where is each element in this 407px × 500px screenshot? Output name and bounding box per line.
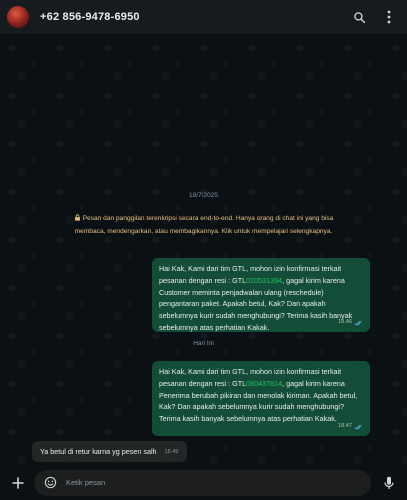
- chat-area[interactable]: [0, 34, 407, 465]
- read-ticks-icon: [354, 320, 364, 326]
- today-separator: Hari Ini: [193, 340, 214, 347]
- emoji-icon[interactable]: [42, 475, 58, 491]
- message-incoming[interactable]: [32, 441, 187, 462]
- message-meta: [338, 421, 364, 433]
- message-outgoing[interactable]: [152, 361, 370, 436]
- message-text: , gagal kirim karena Customer meminta penjadwalan ulang (reschedule) pengantaran paket. Apakah betul, Kak? Dan apakah sebelumnya kurir sudah menghubungi? Terima kasih banyak sebelumnya atas perhatian Kakak.: [159, 275, 353, 332]
- message-composer[interactable]: [34, 470, 371, 496]
- contact-name[interactable]: +62 856-9478-6950: [40, 11, 140, 23]
- message-text: Hai Kak, Kami dari tim GTL, mohon izin konfirmasi terkait pesanan dengan resi : GTL: [159, 367, 342, 388]
- message-text: , gagal kirim karena Penerima berubah pikiran dan menolak kiriman. Apakah betul, Kak? Dan apakah sebelumnya kurir sudah menghubungi? Terima kasih banyak sebelumnya atas perhatian Kakak.: [159, 378, 358, 424]
- message-text: Hai Kak, Kami dari tim GTL, mohon izin konfirmasi terkait pesanan dengan resi : GTL: [159, 264, 342, 285]
- message-meta: [338, 317, 364, 329]
- more-vertical-icon[interactable]: [381, 9, 397, 25]
- message-text: Ya betul di retur karna yg pesen salh: [40, 447, 157, 456]
- message-input[interactable]: [66, 478, 363, 487]
- mic-icon[interactable]: [381, 475, 397, 491]
- tracking-number[interactable]: 020531394: [246, 275, 283, 285]
- chat-header: [0, 0, 407, 34]
- search-icon[interactable]: [351, 9, 367, 25]
- tracking-number[interactable]: 080437814: [246, 378, 283, 388]
- encryption-text: Pesan dan panggilan terenkripsi secara end-to-end. Hanya orang di chat ini yang bisa membaca, mendengarkan, atau membagikannya. Klik untuk mempelajari selengkapnya.: [74, 215, 334, 235]
- composer-bar: [0, 465, 407, 500]
- date-separator: 18/7/2025: [189, 192, 218, 199]
- message-time: 18.49: [164, 448, 179, 455]
- message-time: 18.47: [338, 423, 352, 430]
- encryption-notice[interactable]: [62, 212, 345, 238]
- read-ticks-icon: [354, 424, 364, 430]
- lock-icon: [74, 213, 81, 220]
- message-outgoing[interactable]: [152, 258, 370, 332]
- avatar[interactable]: [7, 6, 29, 28]
- header-actions: [351, 9, 397, 25]
- plus-icon[interactable]: [10, 475, 26, 491]
- message-time: 18.46: [338, 319, 352, 326]
